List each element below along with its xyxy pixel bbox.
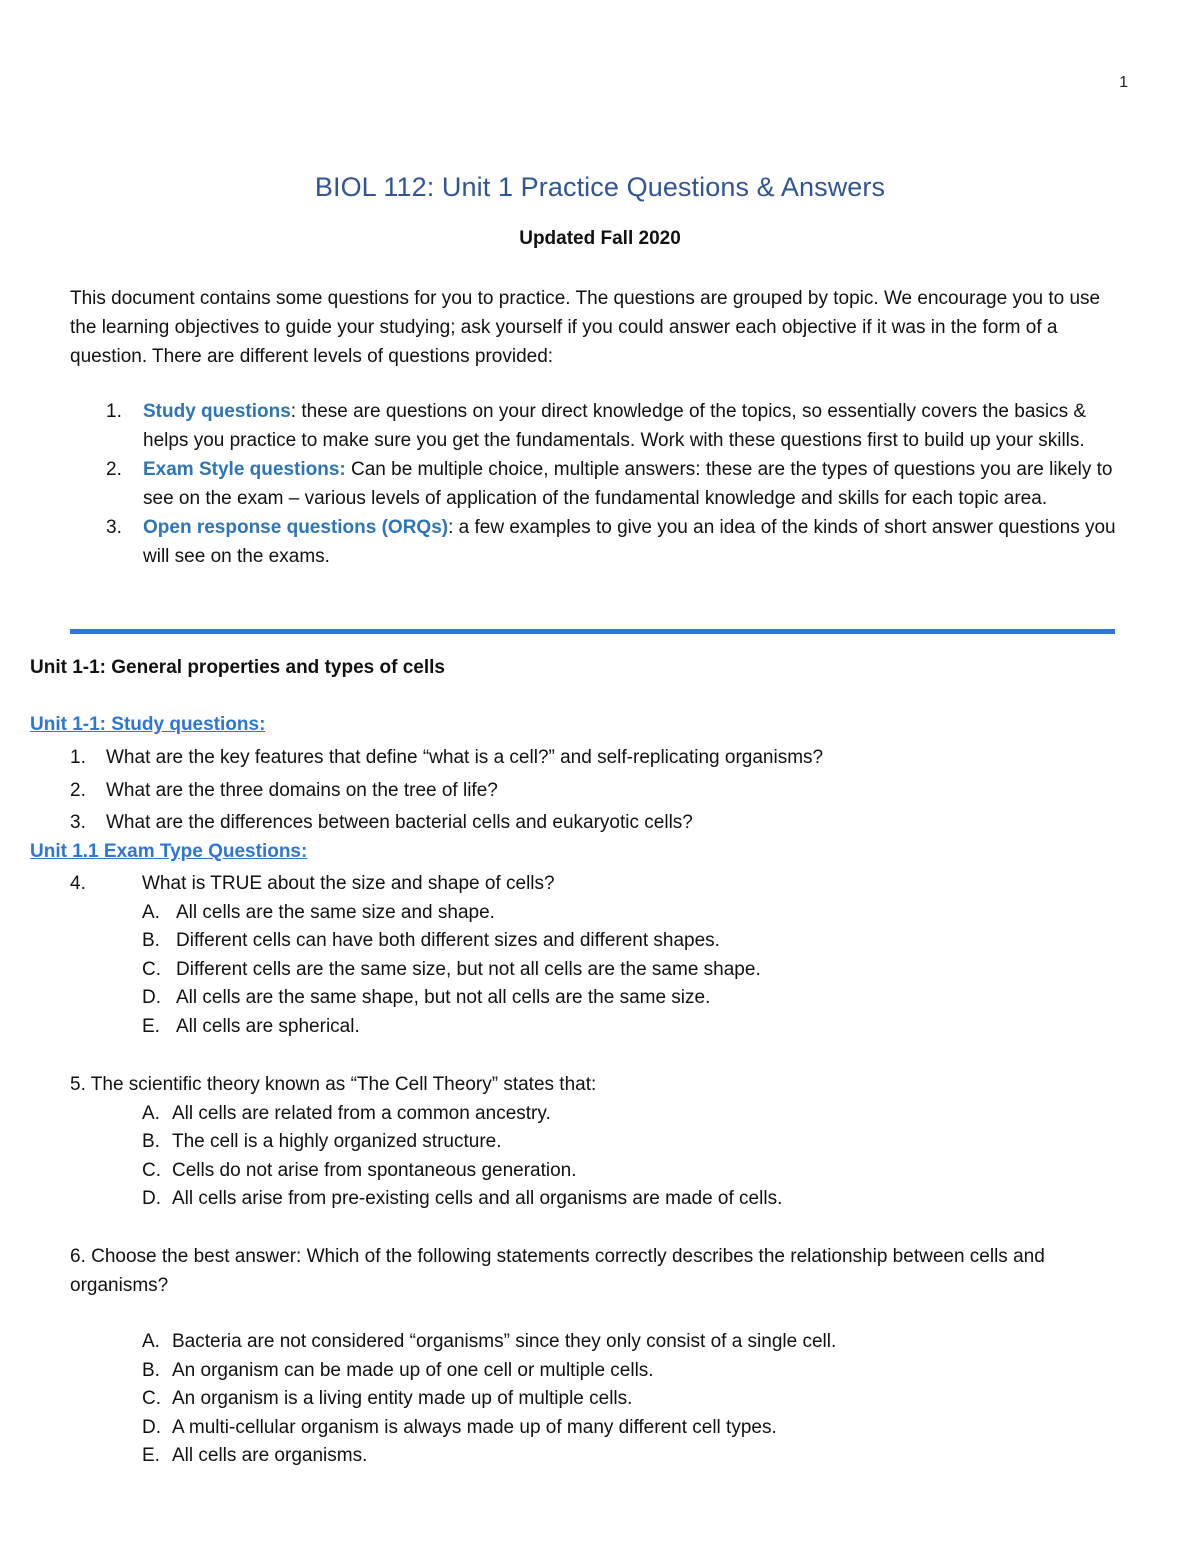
question-text: 6. Choose the best answer: Which of the following statements correctly describes the relationship between cells and organisms?	[70, 1246, 1045, 1296]
horizontal-divider	[70, 629, 1115, 634]
level-label: Open response questions (ORQs)	[143, 517, 449, 538]
exam-question-5	[70, 1071, 1130, 1214]
option-letter: C.	[142, 958, 161, 980]
option-text: All cells are spherical.	[176, 1015, 360, 1037]
option-letter: D.	[142, 1188, 161, 1209]
question-number: 3.	[70, 812, 86, 833]
exam-question-4	[70, 870, 1130, 1041]
level-number: 3.	[106, 517, 122, 538]
question-text: What are the key features that define “what is a cell?” and self-replicating organisms?	[106, 747, 824, 768]
study-question	[30, 807, 1130, 840]
option-letter: E.	[142, 1015, 160, 1037]
option-letter: C.	[142, 1388, 161, 1409]
answer-option	[70, 1128, 1130, 1157]
answer-option	[70, 927, 1130, 956]
study-questions-heading[interactable]: Unit 1-1: Study questions:	[30, 714, 266, 735]
level-item	[70, 513, 1130, 571]
question-levels-list	[70, 397, 1130, 571]
question-text: 5. The scientific theory known as “The Cell Theory” states that:	[70, 1074, 597, 1095]
option-text: Different cells are the same size, but not all cells are the same shape.	[176, 958, 761, 980]
exam-question-6	[70, 1243, 1130, 1471]
option-text: Different cells can have both different sizes and different shapes.	[176, 930, 720, 951]
level-number: 2.	[106, 459, 122, 480]
page-number: 1	[1119, 74, 1128, 91]
option-letter: E.	[142, 1445, 160, 1466]
option-letter: B.	[142, 1359, 160, 1381]
answer-option	[70, 956, 1130, 985]
option-text: All cells are organisms.	[172, 1445, 368, 1466]
option-letter: D.	[142, 987, 161, 1008]
answer-option	[70, 1157, 1130, 1186]
answer-option	[70, 1414, 1130, 1443]
answer-options	[70, 899, 1130, 1042]
level-text: : a few examples to give you an idea of the kinds of short answer questions you will see on the exams.	[143, 517, 1116, 567]
answer-option	[70, 1385, 1130, 1414]
question-number: 2.	[70, 779, 86, 801]
option-text: A multi-cellular organism is always made up of many different cell types.	[172, 1416, 777, 1438]
level-item	[70, 455, 1130, 513]
question-text: What are the three domains on the tree of life?	[106, 779, 498, 801]
question-text: What is TRUE about the size and shape of cells?	[142, 873, 555, 894]
option-text: All cells are related from a common ancestry.	[172, 1102, 551, 1124]
study-questions-list	[30, 742, 1130, 840]
answer-option	[70, 899, 1130, 928]
level-label: Study questions	[143, 401, 291, 422]
option-text: All cells are the same shape, but not all cells are the same size.	[176, 987, 711, 1008]
updated-date: Updated Fall 2020	[519, 228, 681, 249]
document-title: BIOL 112: Unit 1 Practice Questions & Answers	[314, 172, 886, 202]
answer-option	[70, 1442, 1130, 1471]
level-text: Can be multiple choice, multiple answers: these are the types of questions you are likely to see on the exam – various levels of application of the fundamental knowledge and skills for each topic area.	[143, 459, 1113, 509]
option-text: Bacteria are not considered “organisms” since they only consist of a single cell.	[172, 1331, 837, 1352]
option-letter: A.	[142, 1331, 160, 1352]
answer-option	[70, 1013, 1130, 1042]
question-number: 4.	[70, 873, 86, 894]
option-text: An organism is a living entity made up of multiple cells.	[172, 1388, 633, 1409]
option-letter: C.	[142, 1159, 161, 1181]
option-text: The cell is a highly organized structure.	[172, 1131, 502, 1152]
question-text: What are the differences between bacterial cells and eukaryotic cells?	[106, 812, 693, 833]
option-letter: B.	[142, 1131, 160, 1152]
answer-options	[70, 1328, 1130, 1471]
unit-heading: Unit 1-1: General properties and types of cells	[30, 657, 445, 678]
level-text: : these are questions on your direct knowledge of the topics, so essentially covers the basics & helps you practice to make sure you get the fundamentals. Work with these questions first to build up your skills.	[143, 401, 1087, 451]
study-question	[30, 742, 1130, 775]
option-text: Cells do not arise from spontaneous generation.	[172, 1159, 577, 1181]
intro-paragraph: This document contains some questions for you to practice. The questions are grouped by topic. We encourage you to use the learning objectives to guide your studying; ask yourself if you could answer each objective if it was in the form of a question. There are different levels of questions provided:	[70, 288, 1101, 367]
option-text: An organism can be made up of one cell or multiple cells.	[172, 1359, 654, 1381]
answer-option	[70, 1357, 1130, 1386]
question-number: 1.	[70, 747, 86, 768]
option-text: All cells arise from pre-existing cells and all organisms are made of cells.	[172, 1188, 783, 1209]
option-text: All cells are the same size and shape.	[176, 901, 495, 923]
level-label: Exam Style questions:	[143, 459, 346, 480]
option-letter: D.	[142, 1416, 161, 1438]
option-letter: B.	[142, 930, 160, 951]
answer-options	[70, 1100, 1130, 1214]
level-number: 1.	[106, 401, 122, 422]
answer-option	[70, 984, 1130, 1013]
study-question	[30, 775, 1130, 808]
exam-questions-heading[interactable]: Unit 1.1 Exam Type Questions:	[30, 841, 308, 862]
answer-option	[70, 1328, 1130, 1357]
option-letter: A.	[142, 901, 160, 923]
answer-option	[70, 1185, 1130, 1214]
option-letter: A.	[142, 1102, 160, 1124]
level-item	[70, 397, 1130, 455]
answer-option	[70, 1100, 1130, 1129]
